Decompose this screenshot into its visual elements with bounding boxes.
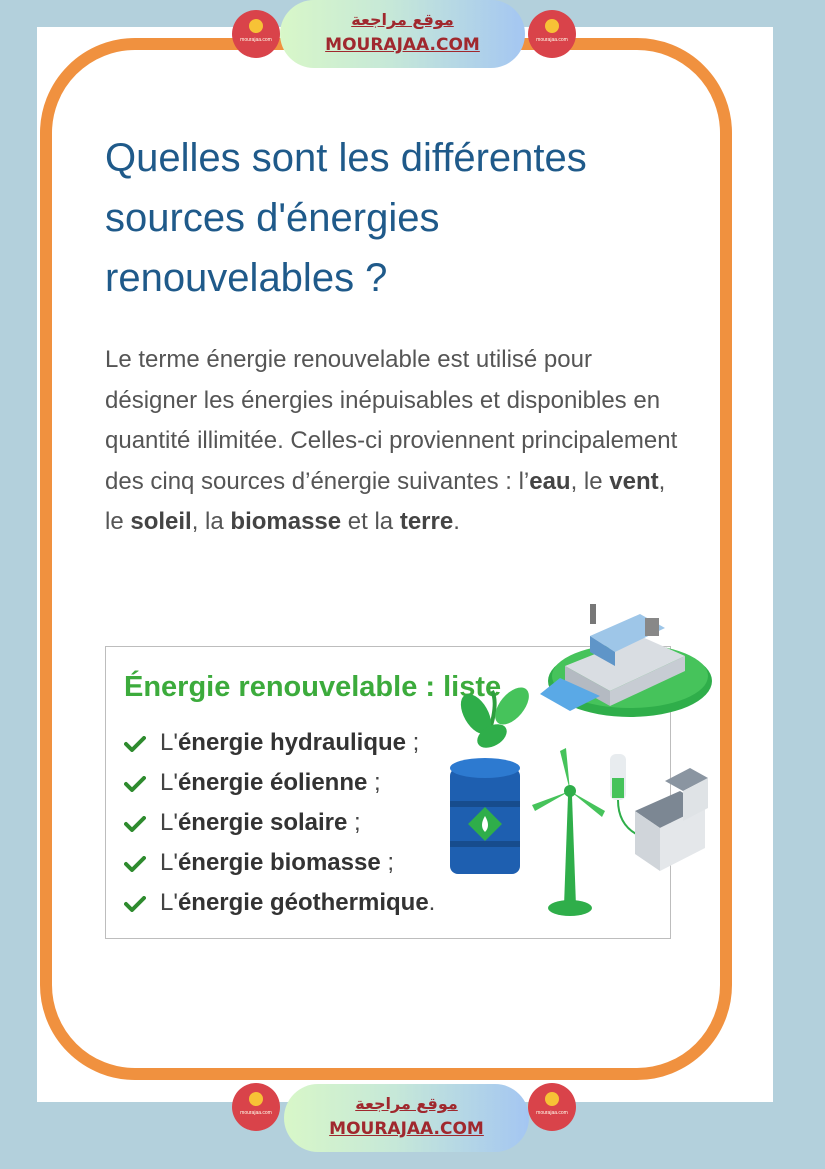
watermark-banner-bottom[interactable]	[284, 1084, 529, 1152]
wind-turbine-icon	[532, 748, 605, 916]
watermark-badge-icon: mourajaa.com	[528, 10, 576, 58]
checkmark-icon	[124, 856, 146, 872]
hydro-dam-icon	[540, 604, 712, 717]
watermark-badge-icon: mourajaa.com	[528, 1083, 576, 1131]
watermark-latin: MOURAJAA.COM	[325, 35, 480, 55]
watermark-arabic: موقع مراجعة	[351, 10, 454, 29]
solar-building-icon	[610, 754, 708, 871]
checkmark-icon	[124, 776, 146, 792]
list-item: L'énergie solaire ;	[124, 803, 435, 843]
renewable-energy-illustration	[440, 596, 720, 926]
watermark-latin: MOURAJAA.COM	[329, 1119, 484, 1139]
intro-paragraph: Le terme énergie renouvelable est utilisé pour désigner les énergies inépuisables et disponibles en quantité illimitée. Celles-ci proviennent principalement des cinq sources d’énergie suivantes : l’eau, le vent, le soleil, la biomasse et la terre.	[105, 346, 678, 535]
list-item: L'énergie biomasse ;	[124, 843, 435, 883]
watermark-badge-icon: mourajaa.com	[232, 10, 280, 58]
watermark-banner-top[interactable]	[280, 0, 525, 68]
list-item: L'énergie hydraulique ;	[124, 723, 435, 763]
watermark-arabic: موقع مراجعة	[355, 1094, 458, 1113]
list-item: L'énergie éolienne ;	[124, 763, 435, 803]
list-heading: Énergie renouvelable : liste	[124, 671, 502, 703]
watermark-badge-icon: mourajaa.com	[232, 1083, 280, 1131]
energy-list	[124, 723, 435, 923]
page-title: Quelles sont les différentes sources d'énergies renouvelables ?	[105, 136, 587, 300]
checkmark-icon	[124, 816, 146, 832]
checkmark-icon	[124, 896, 146, 912]
checkmark-icon	[124, 736, 146, 752]
biomass-barrel-icon	[450, 681, 535, 874]
list-item: L'énergie géothermique.	[124, 883, 435, 923]
